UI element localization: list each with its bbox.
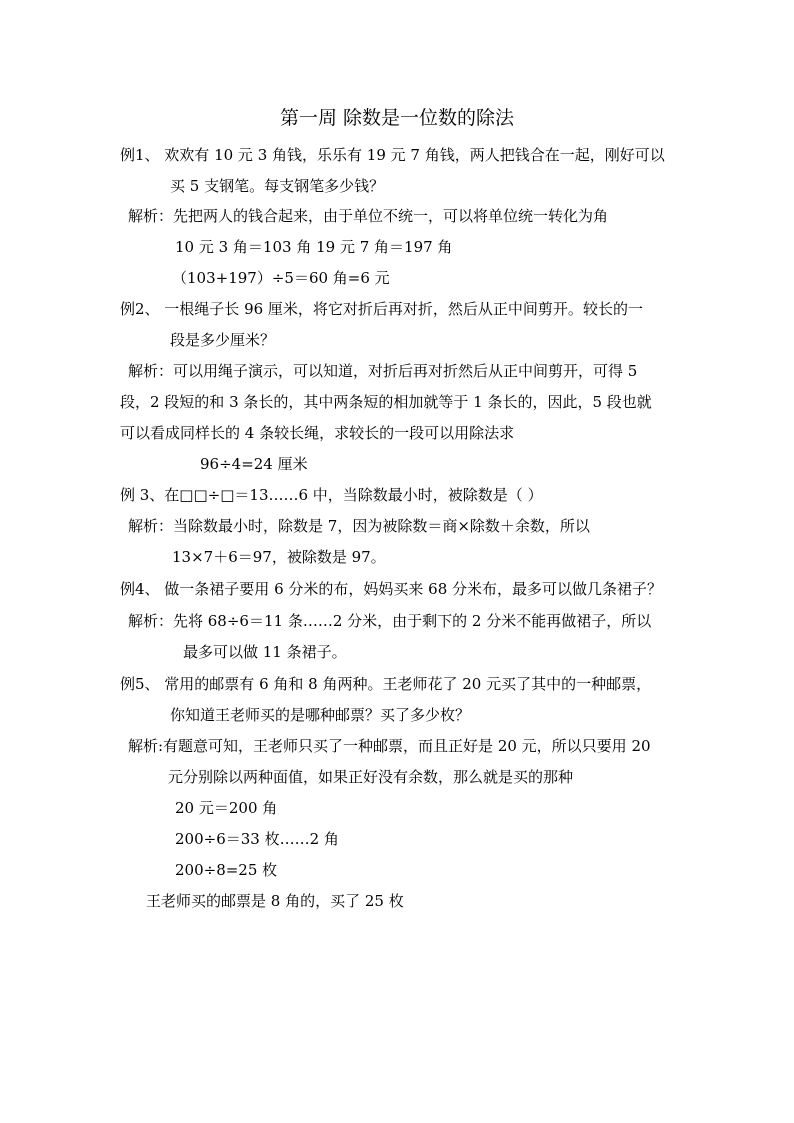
example-1-analysis-line-3: （103+197）÷5＝60 角=6 元 bbox=[172, 269, 390, 287]
example-1-line-2: 买 5 支钢笔。每支钢笔多少钱？ bbox=[170, 177, 385, 195]
example-1-analysis-line-1: 解析：先把两人的钱合起来，由于单位不统一，可以将单位统一转化为角 bbox=[128, 207, 609, 225]
page-title: 第一周 除数是一位数的除法 bbox=[279, 107, 515, 129]
example-5-analysis-line-3: 20 元＝200 角 bbox=[175, 799, 278, 817]
example-3-analysis-line-1: 解析：当除数最小时，除数是 7，因为被除数＝商×除数＋余数，所以 bbox=[128, 517, 590, 535]
example-2-analysis-line-4: 96÷4=24 厘米 bbox=[200, 455, 308, 473]
example-5-analysis-line-1: 解析:有题意可知，王老师只买了一种邮票，而且正好是 20 元，所以只要用 20 bbox=[128, 737, 651, 755]
example-2-line-2: 段是多少厘米？ bbox=[170, 331, 276, 349]
example-4-line-1: 例4、 做一条裙子要用 6 分米的布，妈妈买来 68 分米布，最多可以做几条裙子？ bbox=[120, 580, 663, 598]
example-2-analysis-line-2: 段，2 段短的和 3 条长的，其中两条短的相加就等于 1 条长的，因此，5 段也就 bbox=[120, 393, 652, 411]
example-4-analysis-line-1: 解析：先将 68÷6＝11 条……2 分米，由于剩下的 2 分米不能再做裙子，所以 bbox=[128, 612, 652, 630]
example-2-analysis-line-1: 解析：可以用绳子演示，可以知道，对折后再对折然后从正中间剪开，可得 5 bbox=[128, 362, 638, 380]
example-2-analysis-line-3: 可以看成同样长的 4 条较长绳，求较长的一段可以用除法求 bbox=[120, 424, 515, 442]
example-5-line-1: 例5、 常用的邮票有 6 角和 8 角两种。王老师花了 20 元买了其中的一种邮票， bbox=[120, 675, 652, 693]
example-5-line-2: 你知道王老师买的是哪种邮票？买了多少枚？ bbox=[170, 706, 471, 724]
example-3-line-1: 例 3、在□□÷□＝13……6 中，当除数最小时，被除数是（ ） bbox=[120, 486, 543, 504]
example-2-line-1: 例2、 一根绳子长 96 厘米，将它对折后再对折，然后从正中间剪开。较长的一 bbox=[120, 300, 643, 318]
example-5-analysis-line-4: 200÷6＝33 枚……2 角 bbox=[175, 830, 339, 848]
example-5-answer: 王老师买的邮票是 8 角的，买了 25 枚 bbox=[146, 892, 404, 910]
example-3-analysis-line-2: 13×7＋6＝97，被除数是 97。 bbox=[172, 548, 386, 566]
example-4-analysis-line-2: 最多可以做 11 条裙子。 bbox=[183, 643, 347, 661]
example-1-analysis-line-2: 10 元 3 角＝103 角 19 元 7 角＝197 角 bbox=[175, 238, 453, 256]
example-5-analysis-line-2: 元分别除以两种面值，如果正好没有余数，那么就是买的那种 bbox=[168, 768, 574, 786]
example-5-analysis-line-5: 200÷8=25 枚 bbox=[175, 861, 278, 879]
example-1-line-1: 例1、 欢欢有 10 元 3 角钱，乐乐有 19 元 7 角钱，两人把钱合在一起，刚好可以 bbox=[120, 146, 665, 164]
